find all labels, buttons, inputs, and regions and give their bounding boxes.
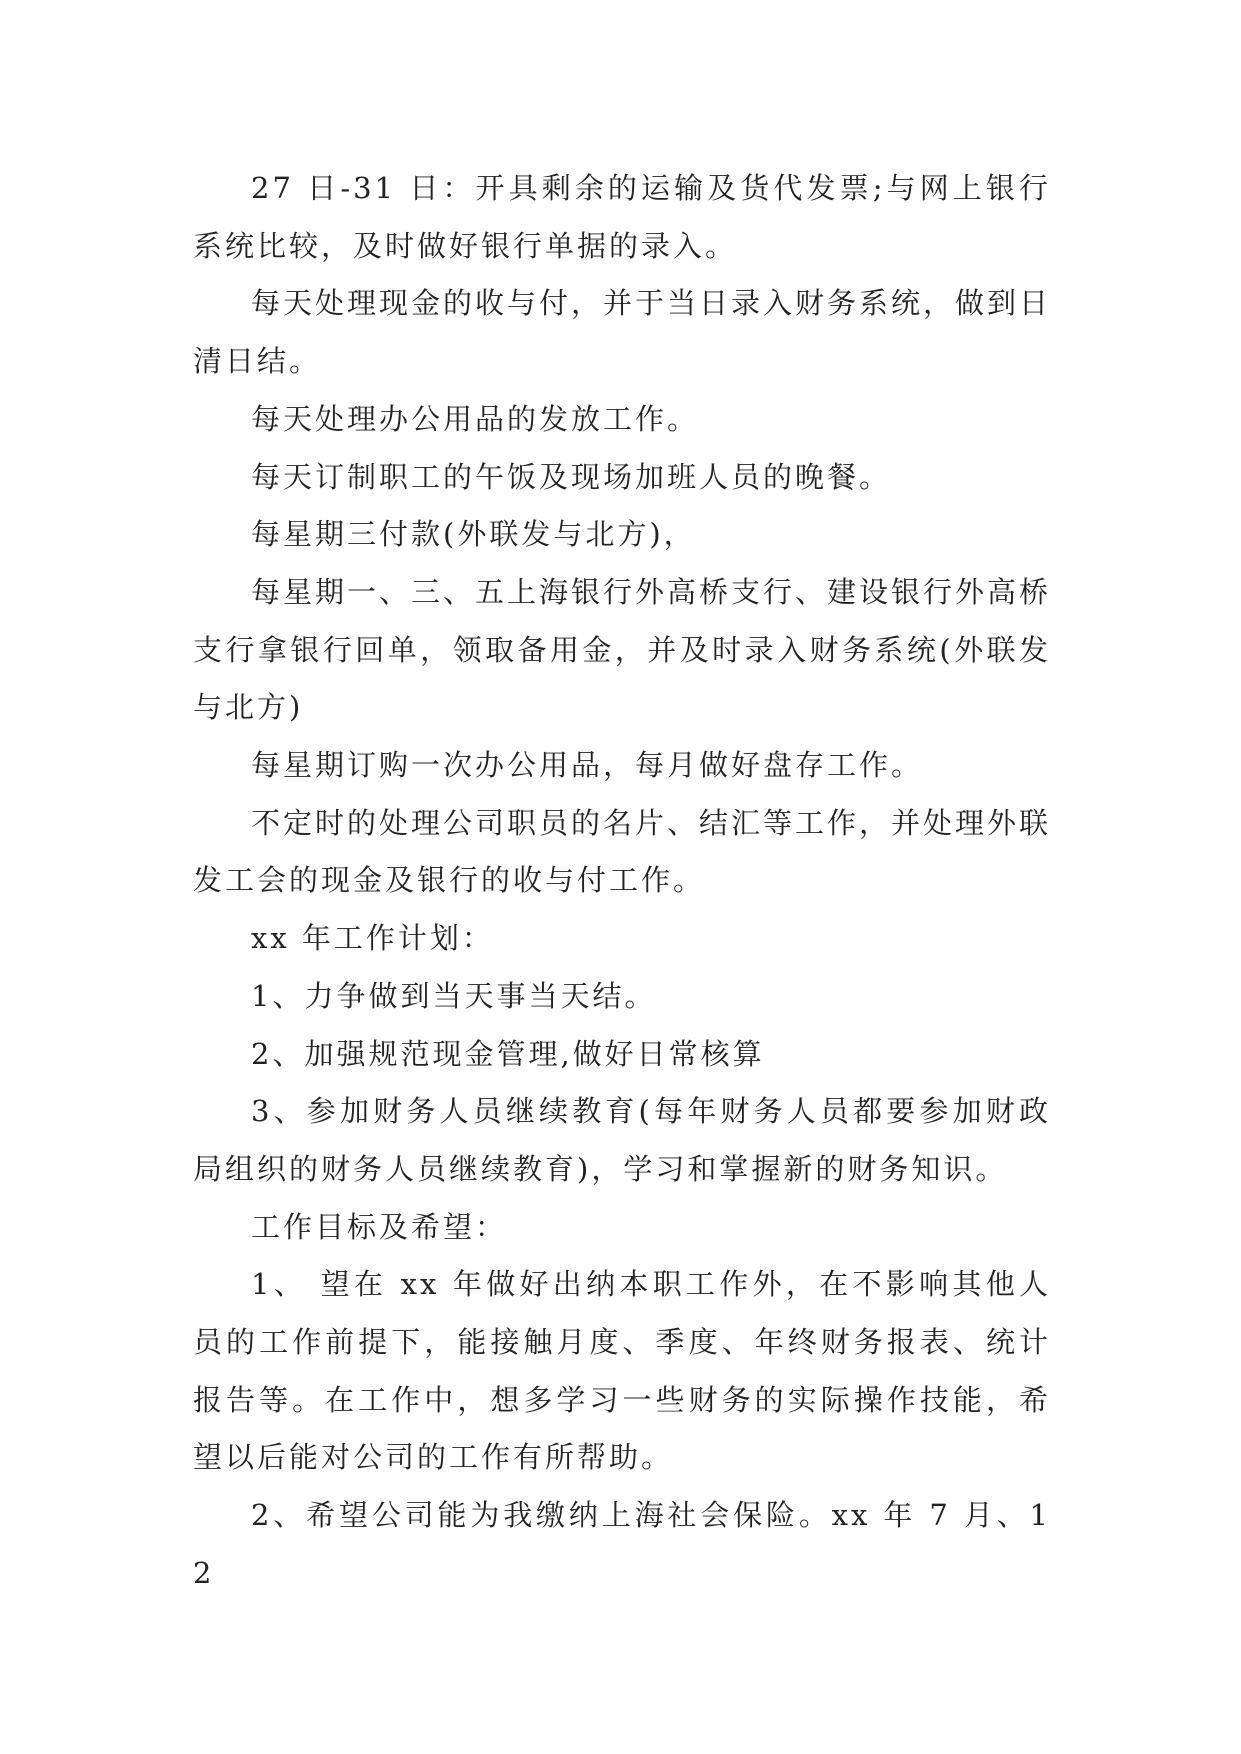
paragraph-meal-ordering: 每天订制职工的午饭及现场加班人员的晚餐。	[251, 459, 892, 494]
goal-item-2: 2、希望公司能为我缴纳上海社会保险。xx 年 7 月、12	[193, 1498, 1051, 1590]
paragraph-invoicing-schedule: 27 日-31 日：开具剩余的运输及货代发票;与网上银行系统比较，及时做好银行单据的录入。	[193, 171, 1051, 263]
paragraph-wednesday-payment: 每星期三付款(外联发与北方)，	[251, 517, 696, 552]
heading-goals: 工作目标及希望：	[251, 1209, 508, 1244]
document-body	[193, 160, 1051, 1603]
plan-item-1: 1、力争做到当天事当天结。	[251, 978, 657, 1013]
paragraph-daily-cash: 每天处理现金的收与付，并于当日录入财务系统，做到日清日结。	[193, 286, 1052, 379]
paragraph-irregular-tasks: 不定时的处理公司职员的名片、结汇等工作，并处理外联发工会的现金及银行的收与付工作。	[193, 805, 1052, 898]
paragraph-weekly-supplies: 每星期订购一次办公用品，每月做好盘存工作。	[251, 748, 924, 783]
plan-item-3: 3、参加财务人员继续教育(每年财务人员都要参加财政局组织的财务人员继续教育)，学习和掌握新的财务知识。	[193, 1094, 1051, 1186]
plan-item-2: 2、加强规范现金管理,做好日常核算	[251, 1036, 765, 1071]
heading-work-plan: xx 年工作计划：	[251, 921, 494, 956]
paragraph-bank-receipts: 每星期一、三、五上海银行外高桥支行、建设银行外高桥支行拿银行回单，领取备用金，并及时录入财务系统(外联发与北方)	[193, 574, 1052, 725]
paragraph-office-supplies-daily: 每天处理办公用品的发放工作。	[251, 401, 700, 436]
goal-item-1: 1、 望在 xx 年做好出纳本职工作外，在不影响其他人员的工作前提下，能接触月度、季度、年终财务报表、统计报告等。在工作中，想多学习一些财务的实际操作技能，希望以后能对公司的工作有所帮助。	[193, 1267, 1051, 1475]
